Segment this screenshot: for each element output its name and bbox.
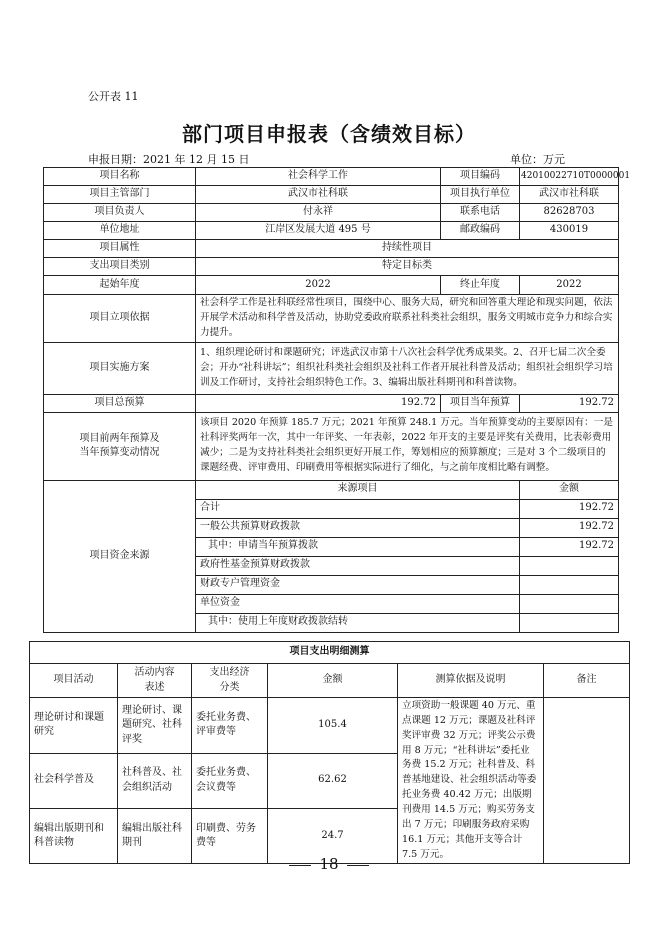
- detail-activity: 编辑出版期刊和科普读物: [30, 808, 118, 864]
- postcode-label: 邮政编码: [441, 222, 520, 240]
- header-content-line-2: 表述: [144, 681, 165, 693]
- total-budget-label: 项目总预算: [44, 394, 196, 412]
- header-econ-line-2: 分类: [219, 681, 240, 693]
- detail-activity: 理论研讨和课题研究: [30, 698, 118, 754]
- funding-amount: [520, 594, 619, 613]
- total-budget-value: 192.72: [196, 394, 441, 412]
- table-row: [44, 295, 619, 343]
- attr-value: 持续性项目: [196, 240, 619, 258]
- header-amount: 金额: [268, 664, 398, 698]
- header-content: [118, 664, 192, 698]
- dept-value: 武汉市社科联: [196, 186, 441, 204]
- detail-basis-text: 立项资助一般课题 40 万元、重点课题 12 万元；课题及社科评奖评审费 32 万元；评奖公示费用 8 万元；“社科讲坛”委托业务费 15.2 万元；社科普及、科普基地建设、社会组织活动等委托业务费 40.42 万元；出版期刊费用 14.5 万元；购买劳务支出 7 万元；印刷服务政府采购 16.1 万元；其他开支等合计 7.5 万元。: [398, 698, 544, 864]
- table-row: [44, 412, 619, 480]
- funding-amount: 192.72: [520, 537, 619, 556]
- table-row: [44, 394, 619, 412]
- funding-source: 合计: [196, 499, 520, 518]
- address-value: 江岸区发展大道 495 号: [196, 222, 441, 240]
- table-row: [44, 480, 619, 499]
- leader-label: 项目负责人: [44, 204, 196, 222]
- basis-label: 项目立项依据: [44, 295, 196, 343]
- table-row: [30, 698, 630, 754]
- basis-text: 社会科学工作是社科联经常性项目，围绕中心、服务大局，研究和回答重大理论和现实问题，依法开展学术活动和科学普及活动，协助党委政府联系社科类社会组织，服务文明城市竞争力和综合实力提升。: [196, 295, 619, 343]
- document-title: 部门项目申报表（含绩效目标）: [182, 122, 476, 146]
- year-budget-value: 192.72: [520, 394, 619, 412]
- project-name-value: 社会科学工作: [196, 168, 441, 186]
- header-basis: 测算依据及说明: [398, 664, 544, 698]
- report-date: 申报日期：2021 年 12 月 15 日: [88, 153, 250, 166]
- detail-activity: 社会科学普及: [30, 753, 118, 808]
- budget-change-label-line-2: 当年预算变动情况: [79, 447, 160, 459]
- expense-detail-table: [29, 641, 630, 864]
- exec-unit-value: 武汉市社科联: [520, 186, 619, 204]
- funding-amount: 192.72: [520, 499, 619, 518]
- project-name-label: 项目名称: [44, 168, 196, 186]
- postcode-value: 430019: [520, 222, 619, 240]
- table-row: [44, 168, 619, 186]
- header-activity: 项目活动: [30, 664, 118, 698]
- budget-change-label-line-1: 项目前两年预算及: [79, 432, 160, 444]
- detail-content: 编辑出版社科期刊: [118, 808, 192, 864]
- phone-label: 联系电话: [441, 204, 520, 222]
- funding-label: 项目资金来源: [44, 480, 196, 632]
- project-code-label: 项目编码: [441, 168, 520, 186]
- plan-text: 1、组织理论研讨和课题研究；评选武汉市第十八次社会科学优秀成果奖。2、召开七届二次全委会；开办“社科讲坛”；组织社科类社会组织及社科工作者开展社科普及活动；组织社会组织学习培训及工作研讨，支持社会组织特色工作。3、编辑出版社科期刊和科普读物。: [196, 342, 619, 394]
- detail-content: 社科普及、社会组织活动: [118, 753, 192, 808]
- funding-source-header: 来源项目: [196, 480, 520, 499]
- exec-unit-label: 项目执行单位: [441, 186, 520, 204]
- table-row: [44, 258, 619, 276]
- detail-econ: 委托业务费、会议费等: [192, 753, 268, 808]
- table-row: [44, 204, 619, 222]
- budget-change-text: 该项目 2020 年预算 185.7 万元；2021 年预算 248.1 万元。当年预算变动的主要原因有：一是社科评奖两年一次，其中一年评奖、一年表彰，2022 年开支的主要是评奖有关费用，比表彰费用减少；二是为支持社科类社会组织更好开展工作，筹划相应的预算额度；三是对 3 个二级项目的课题经费、评审费用、印刷费用等根据实际进行了细化，与之前年度相比略有调整。: [196, 412, 619, 480]
- header-content-line-1: 活动内容: [134, 667, 175, 678]
- detail-amount: 62.62: [268, 753, 398, 808]
- attr-label: 项目属性: [44, 240, 196, 258]
- project-code-value: 42010022710T0000001: [520, 168, 619, 186]
- dept-label: 项目主管部门: [44, 186, 196, 204]
- detail-amount: 105.4: [268, 698, 398, 754]
- detail-content: 理论研讨、课题研究、社科评奖: [118, 698, 192, 754]
- leader-value: 付永祥: [196, 204, 441, 222]
- header-remark: 备注: [544, 664, 630, 698]
- detail-econ: 印刷费、劳务费等: [192, 808, 268, 864]
- start-year-value: 2022: [196, 276, 441, 295]
- funding-amount-header: 金额: [520, 480, 619, 499]
- plan-label: 项目实施方案: [44, 342, 196, 394]
- project-info-table: [43, 167, 631, 633]
- table-row: [30, 664, 630, 698]
- form-code: 公开表 11: [88, 90, 139, 103]
- header-econ: [192, 664, 268, 698]
- table-row: [44, 342, 619, 394]
- phone-value: 82628703: [520, 204, 619, 222]
- category-value: 特定目标类: [196, 258, 619, 276]
- table-row: [44, 240, 619, 258]
- funding-source: 一般公共预算财政拨款: [196, 518, 520, 537]
- funding-amount: 192.72: [520, 518, 619, 537]
- funding-amount: [520, 575, 619, 594]
- table-row: [44, 222, 619, 240]
- end-year-value: 2022: [520, 276, 619, 295]
- table-row: [44, 276, 619, 295]
- page-dash-left: [289, 865, 311, 866]
- page-number-text: 18: [319, 855, 339, 873]
- end-year-label: 终止年度: [441, 276, 520, 295]
- detail-amount: 24.7: [268, 808, 398, 864]
- funding-source: 财政专户管理资金: [196, 575, 520, 594]
- funding-amount: [520, 556, 619, 575]
- header-econ-line-1: 支出经济: [209, 667, 250, 678]
- detail-remark: [544, 698, 630, 864]
- table-row: [30, 642, 630, 664]
- funding-source: 其中：申请当年预算拨款: [196, 537, 520, 556]
- detail-econ: 委托业务费、评审费等: [192, 698, 268, 754]
- address-label: 单位地址: [44, 222, 196, 240]
- table-row: [44, 186, 619, 204]
- budget-change-label: [44, 412, 196, 480]
- funding-source: 政府性基金预算财政拨款: [196, 556, 520, 575]
- funding-amount: [520, 613, 619, 632]
- year-budget-label: 项目当年预算: [441, 394, 520, 412]
- detail-section-title: 项目支出明细测算: [30, 642, 630, 664]
- funding-source: 单位资金: [196, 594, 520, 613]
- unit-label: 单位：万元: [510, 153, 565, 166]
- page-number: [0, 855, 658, 873]
- funding-source: 其中：使用上年度财政拨款结转: [196, 613, 520, 632]
- category-label: 支出项目类别: [44, 258, 196, 276]
- start-year-label: 起始年度: [44, 276, 196, 295]
- page-dash-right: [347, 865, 369, 866]
